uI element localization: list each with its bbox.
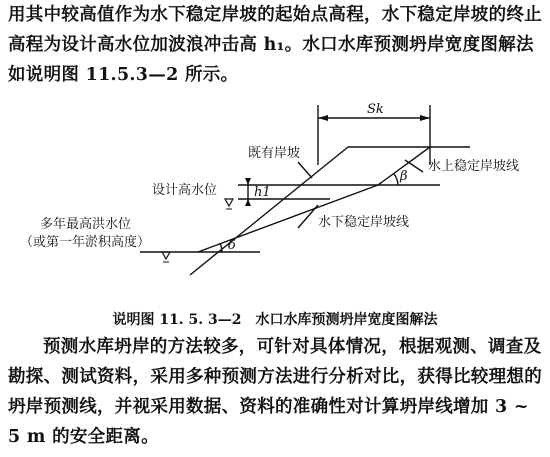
sk-label: Sk — [367, 102, 384, 117]
flood-level-label: 多年最高洪水位 — [40, 217, 132, 232]
h1-arrow-bottom — [245, 199, 251, 206]
bank-collapse-diagram — [0, 93, 550, 303]
h1-label: h1 — [254, 185, 271, 200]
water-level-marker-icon — [225, 199, 233, 206]
above-water-leader — [405, 160, 423, 172]
existing-bank-leader — [298, 162, 312, 178]
existing-bank-line — [190, 147, 348, 275]
figure-caption: 说明图 11. 5. 3—2 水口水库预测坍岸宽度图解法 — [112, 312, 438, 328]
design-high-water-label: 设计高水位 — [152, 183, 218, 198]
sk-arrow-left — [318, 115, 328, 121]
above-water-stable-label: 水上稳定岸坡线 — [428, 159, 520, 174]
body-paragraph: 预测水库坍岸的方法较多，可针对具体情况，根据观测、调查及勘探、测试资料，采用多种预测方法进行分析对比，获得比较理想的坍岸预测线，并视采用数据、资料的准确性对计算坍岸线增加 3 ~ 5 m 的安全距离。 — [8, 337, 542, 447]
flood-level-marker-icon — [162, 252, 170, 259]
beta-arc — [394, 174, 398, 185]
underwater-stable-label: 水下稳定岸坡线 — [318, 215, 410, 230]
underwater-leader — [298, 205, 318, 228]
existing-bank-label: 既有岸坡 — [248, 146, 301, 161]
beta-label: β — [400, 169, 408, 184]
delta-label: δ — [228, 238, 236, 253]
h1-arrow-top — [245, 178, 251, 185]
sk-arrow-right — [420, 115, 430, 121]
flood-level-sub-label: （或第一年淤积高度） — [20, 235, 151, 250]
intro-paragraph: 用其中较高值作为水下稳定岸坡的起始点高程，水下稳定岸坡的终止高程为设计高水位加波浪冲击高 h₁。水口水库预测坍岸宽度图解法如说明图 11.5.3—2 所示。 — [8, 5, 542, 85]
